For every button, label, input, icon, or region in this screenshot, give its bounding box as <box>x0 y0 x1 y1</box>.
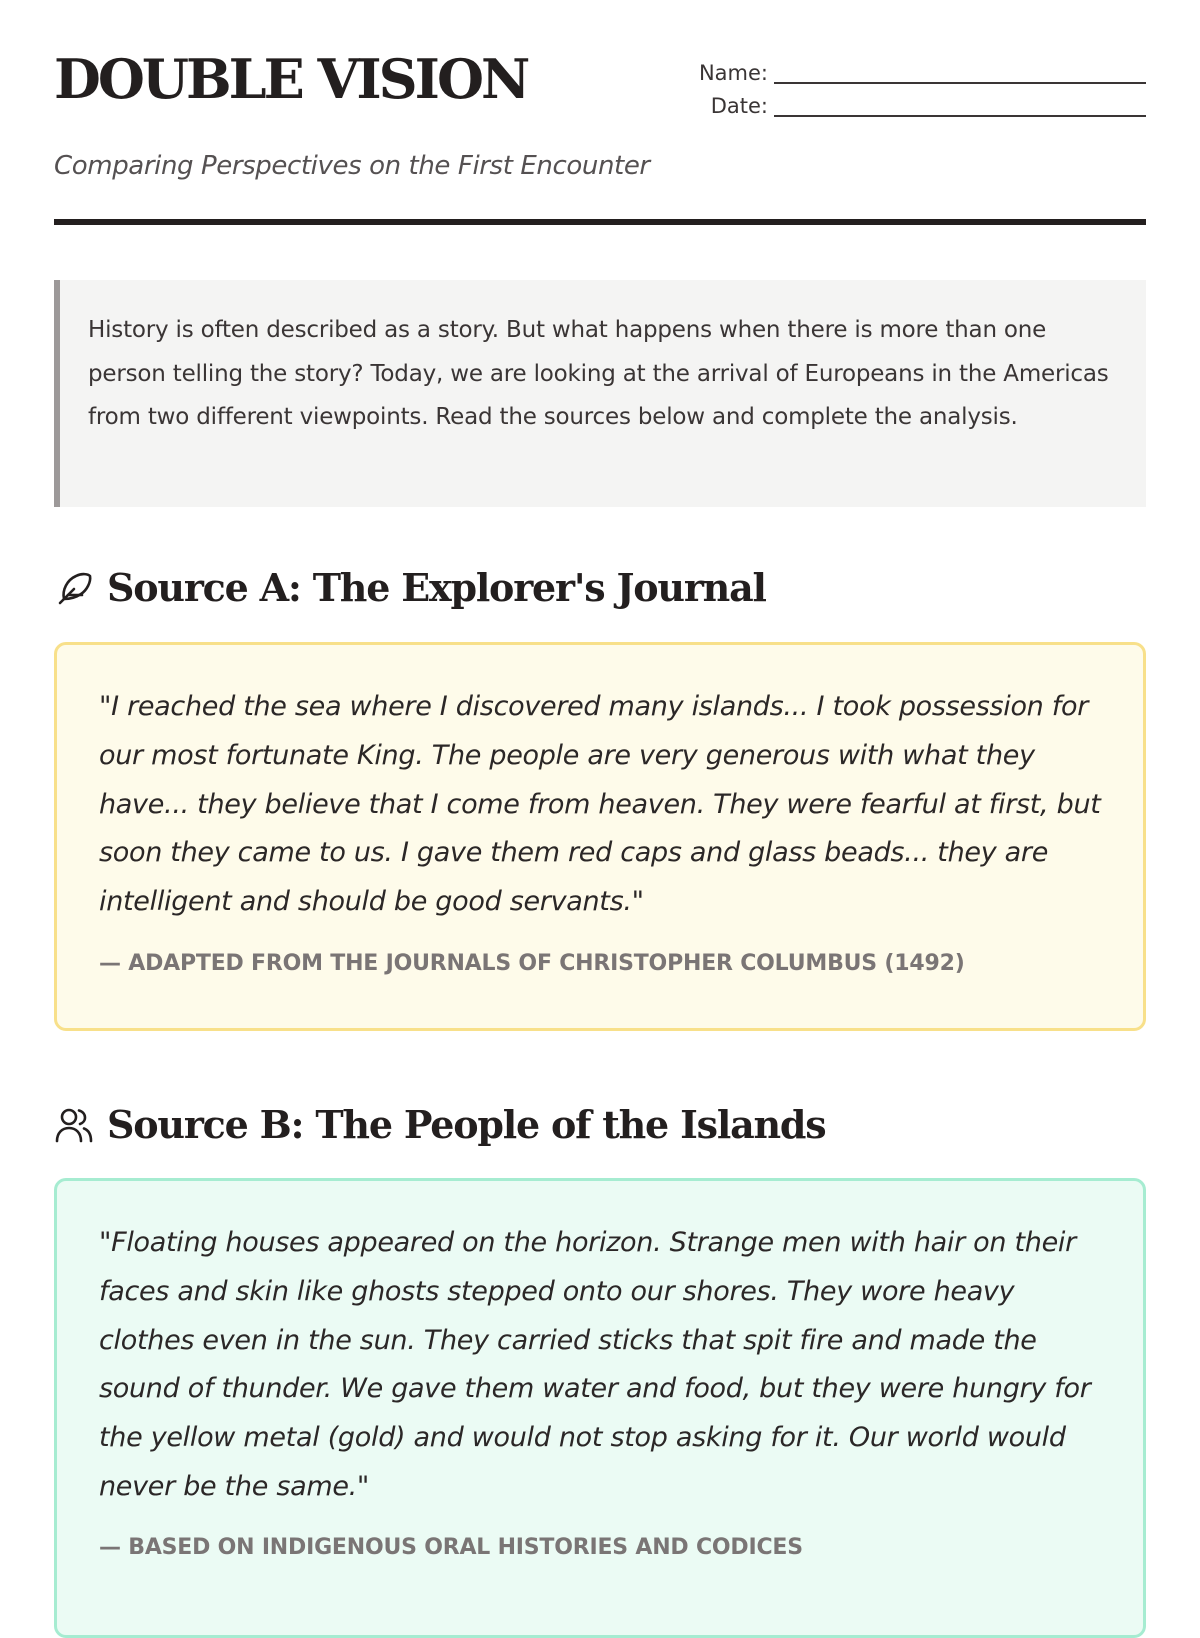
source-a-quote-box <box>54 642 1146 1031</box>
date-row <box>686 88 1146 121</box>
intro-text: History is often described as a story. But what happens when there is more than one person telling the story? Today, we are looking at the arrival of Europeans in the Americas from two different viewpoints. Read the sources below and complete the analysis. <box>88 317 1109 430</box>
worksheet-page <box>54 0 1146 1560</box>
worksheet-header <box>54 0 1146 228</box>
page-subtitle: Comparing Perspectives on the First Encounter <box>54 151 650 181</box>
source-a-attribution: — ADAPTED FROM THE JOURNALS OF CHRISTOPHER COLUMBUS (1492) <box>99 950 965 976</box>
student-info <box>686 55 1146 121</box>
date-label: Date: <box>710 94 768 118</box>
source-b-quote: "Floating houses appeared on the horizon. Strange men with hair on their faces and skin like ghosts stepped onto our shores. They wore heavy clothes even in the sun. They carried sticks that spit fire and made the sound of thunder. We gave them water and food, but they were hungry for the yellow metal (gold) and would not stop asking for it. Our world would never be the same." <box>99 1227 1091 1502</box>
source-b-heading <box>54 1102 826 1147</box>
intro-callout <box>54 280 1146 507</box>
header-divider <box>54 219 1146 225</box>
name-label: Name: <box>698 61 768 85</box>
source-a-heading <box>54 565 766 610</box>
page-title: DOUBLE VISION <box>54 47 528 111</box>
source-b-quote-box <box>54 1178 1146 1638</box>
feather-icon <box>54 568 94 608</box>
source-b-attribution: — BASED ON INDIGENOUS ORAL HISTORIES AND CODICES <box>99 1534 803 1560</box>
date-field[interactable] <box>774 114 1146 117</box>
source-b-title: Source B: The People of the Islands <box>107 1102 826 1147</box>
name-field[interactable] <box>774 81 1146 84</box>
name-row <box>686 55 1146 88</box>
source-a-quote: "I reached the sea where I discovered many islands... I took possession for our most fortunate King. The people are very generous with what they have... they believe that I come from heaven. They were fearful at first, but soon they came to us. I gave them red caps and glass beads... they are intelligent and should be good servants." <box>99 691 1101 918</box>
source-a-title: Source A: The Explorer's Journal <box>107 565 766 610</box>
users-icon <box>54 1105 94 1145</box>
